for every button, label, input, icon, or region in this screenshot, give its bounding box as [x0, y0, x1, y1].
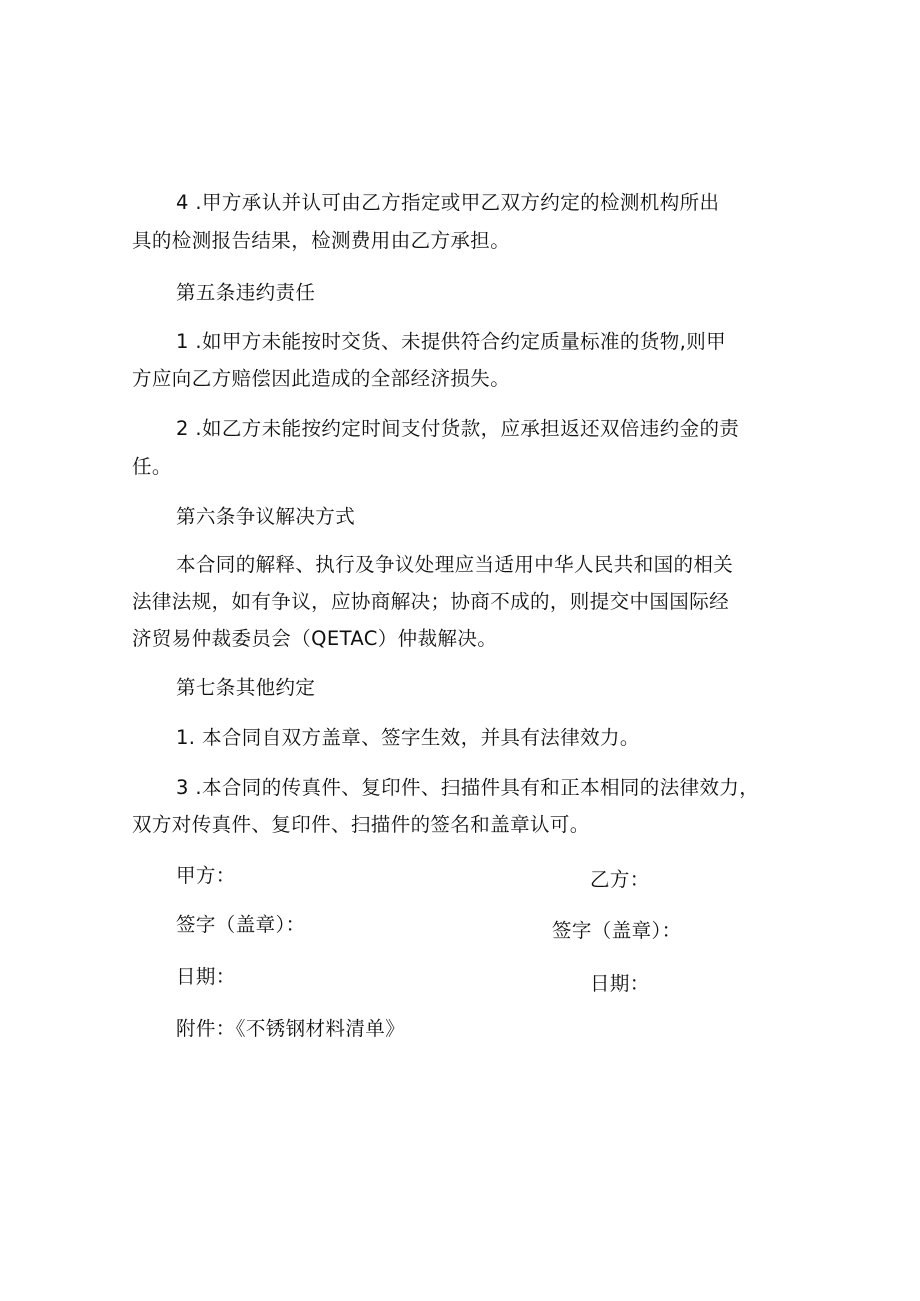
article-5-item-2-line-2: 任。: [132, 455, 172, 478]
article-7-item-1: 1. 本合同自双方盖章、签字生效，并具有法律效力。: [176, 726, 640, 749]
article-7-item-3-line-1: 3 .本合同的传真件、复印件、扫描件具有和正本相同的法律效力，: [176, 776, 760, 799]
article-5-item-1-line-1: 1 .如甲方未能按时交货、未提供符合约定质量标准的货物,则甲: [176, 330, 727, 353]
article-6-para-line-2: 法律法规，如有争议，应协商解决；协商不成的，则提交中国国际经: [132, 590, 730, 613]
clause-4-line-1: 4 .甲方承认并认可由乙方指定或甲乙双方约定的检测机构所出: [176, 191, 720, 214]
party-b-label: 乙方：: [590, 868, 650, 891]
article-7-item-3-line-2: 双方对传真件、复印件、扫描件的签名和盖章认可。: [132, 813, 590, 836]
article-5-item-1-line-2: 方应向乙方赔偿因此造成的全部经济损失。: [132, 367, 511, 390]
clause-4-line-2: 具的检测报告结果，检测费用由乙方承担。: [132, 229, 511, 252]
attachment-line: 附件：《不锈钢材料清单》: [176, 1017, 406, 1040]
article-5-item-2-line-1: 2 .如乙方未能按约定时间支付货款，应承担返还双倍违约金的责: [176, 417, 740, 440]
article-5-heading: 第五条违约责任: [176, 281, 316, 304]
article-6-para-line-1: 本合同的解释、执行及争议处理应当适用中华人民共和国的相关: [176, 553, 734, 576]
party-a-signature-label: 签字（盖章）：: [176, 913, 306, 936]
article-7-heading: 第七条其他约定: [176, 676, 316, 699]
party-a-label: 甲方：: [176, 864, 236, 887]
party-a-date-label: 日期：: [176, 965, 236, 988]
party-b-date-label: 日期：: [590, 972, 650, 995]
article-6-heading: 第六条争议解决方式: [176, 505, 356, 528]
party-b-signature-label: 签字（盖章）：: [552, 919, 682, 942]
article-6-para-line-3: 济贸易仲裁委员会（QETAC）仲裁解决。: [132, 627, 498, 650]
